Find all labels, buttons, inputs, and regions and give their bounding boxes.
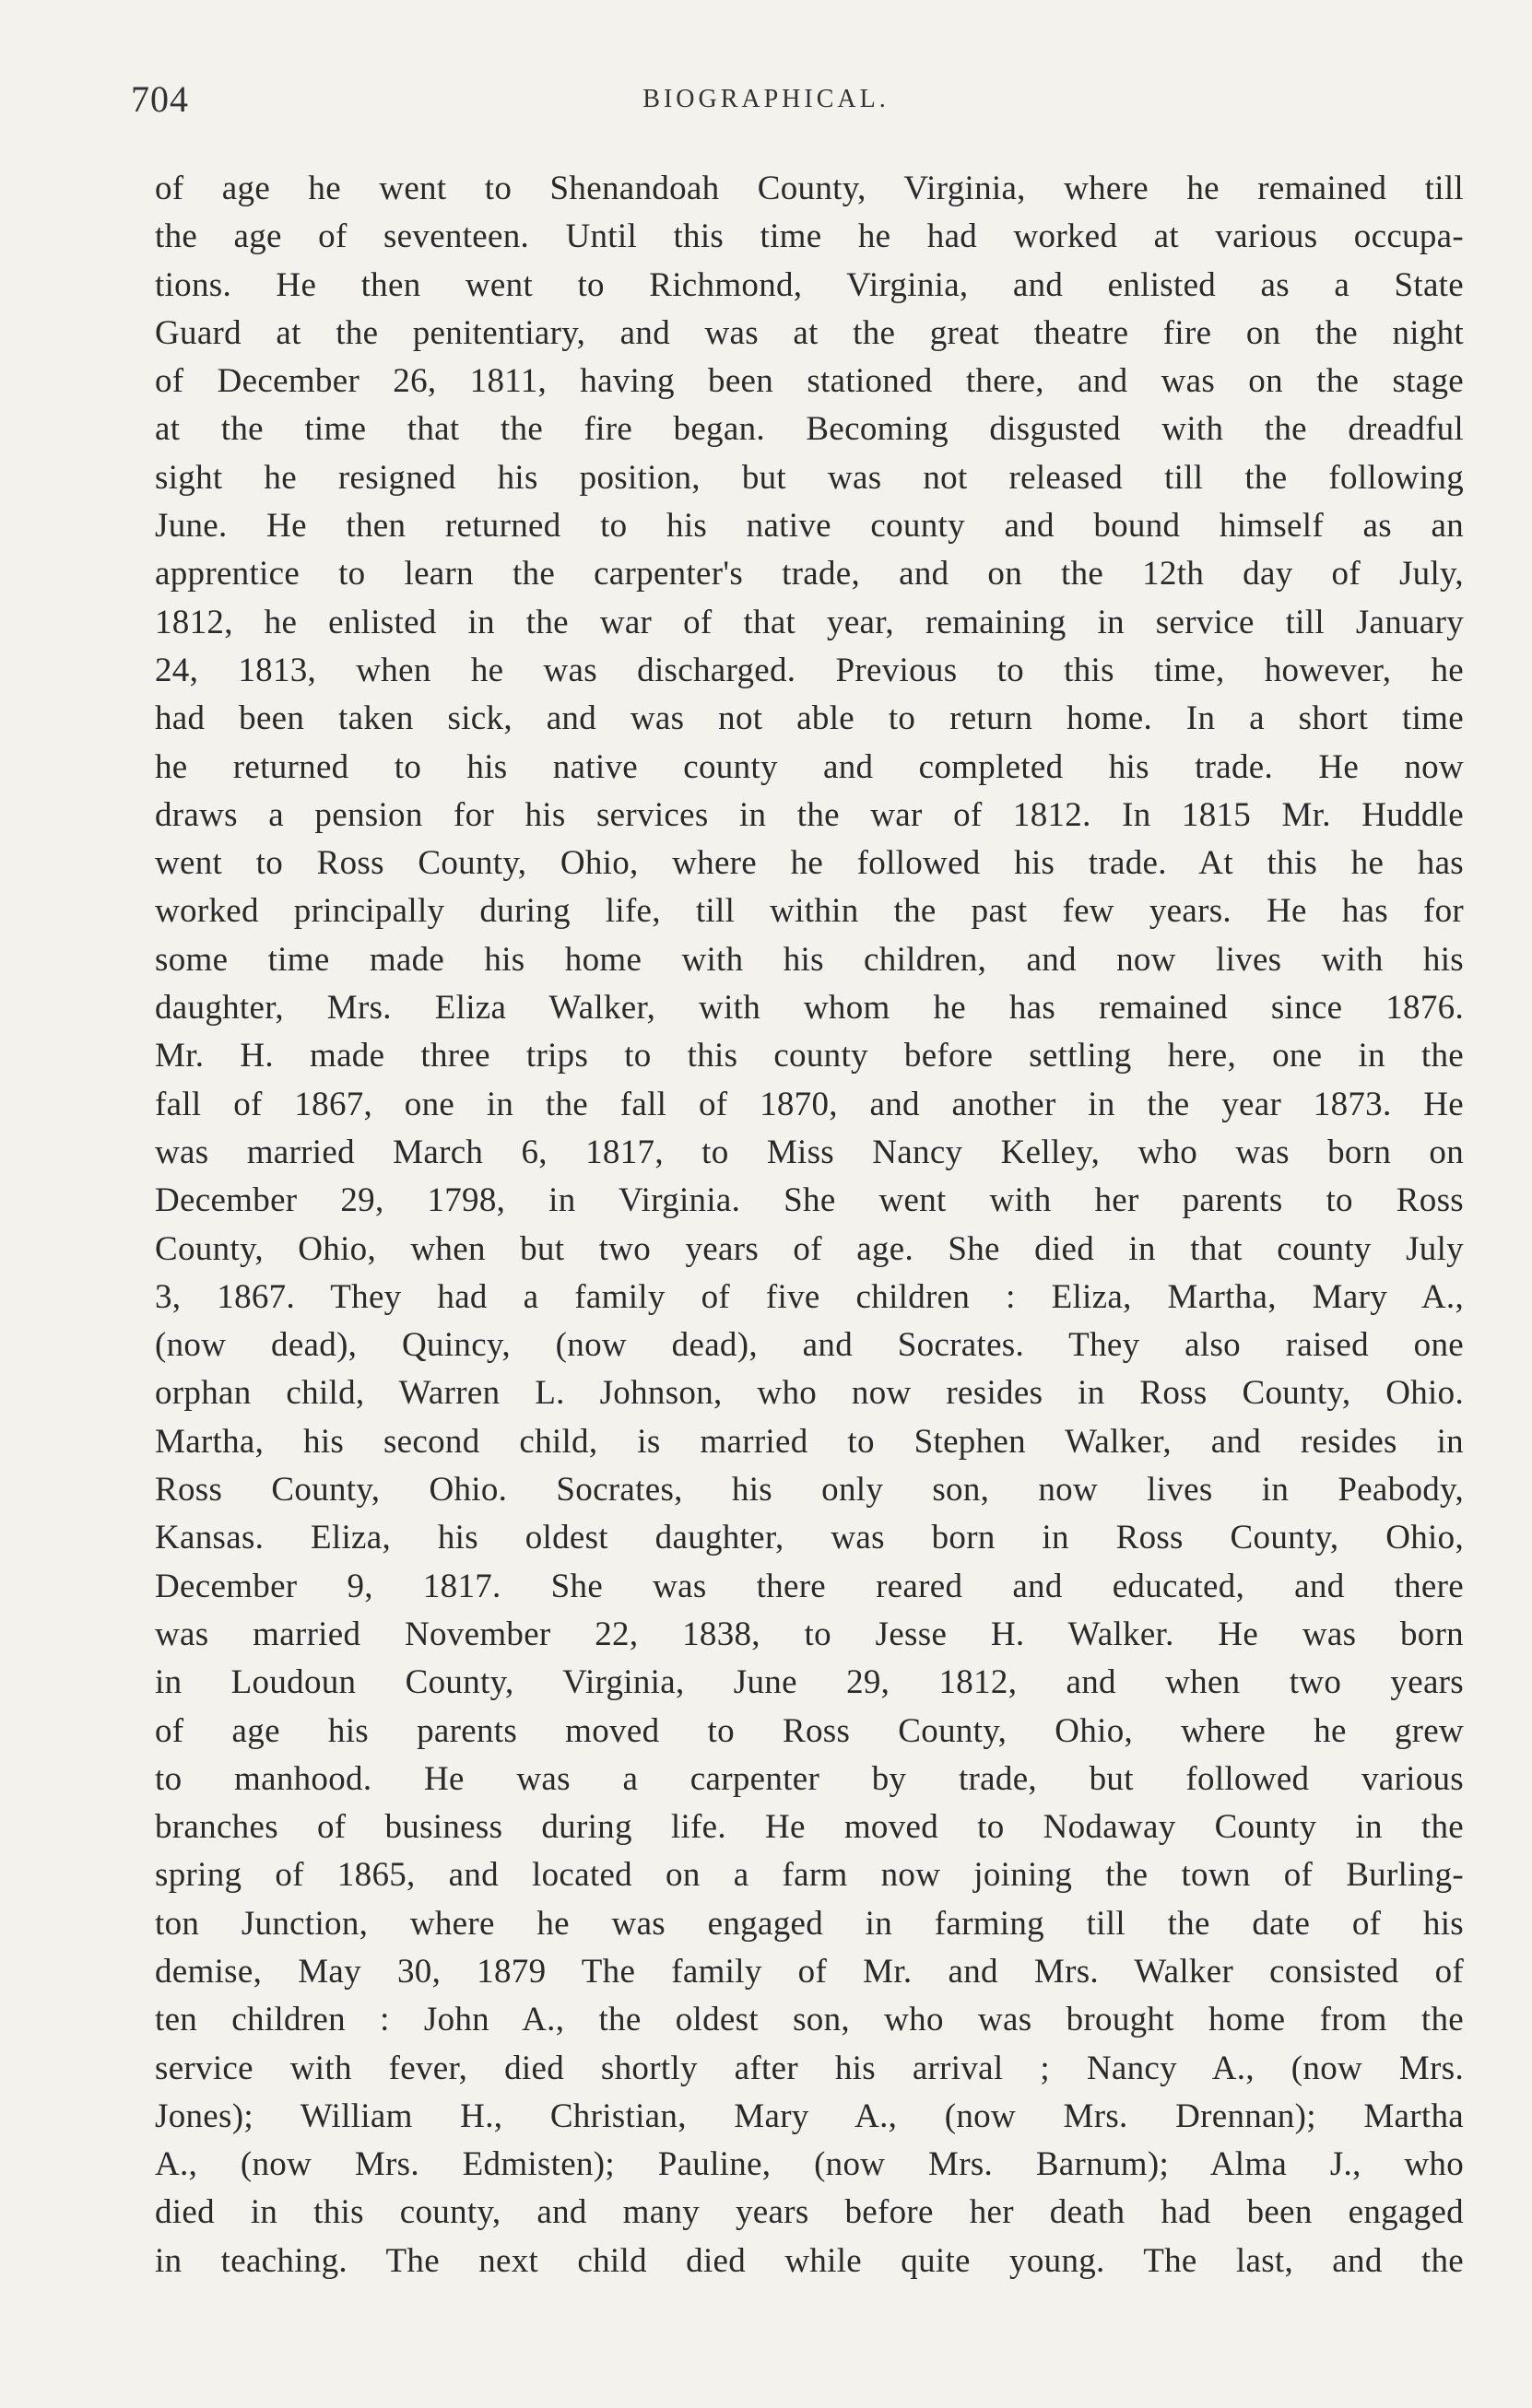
body-text (155, 165, 1464, 2285)
text-line: died in this county, and many years before her death had been engaged (155, 2193, 1464, 2232)
text-line: in teaching. The next child died while quite young. The last, and the (155, 2241, 1464, 2280)
text-line: (now dead), Quincy, (now dead), and Socrates. They also raised one (155, 1326, 1464, 1365)
text-line: 1812, he enlisted in the war of that year, remaining in service till January (155, 603, 1464, 641)
text-line: had been taken sick, and was not able to return home. In a short time (155, 699, 1464, 738)
text-line: of age his parents moved to Ross County, Ohio, where he grew (155, 1711, 1464, 1750)
text-line: demise, May 30, 1879 The family of Mr. and Mrs. Walker consisted of (155, 1952, 1464, 1991)
text-line: some time made his home with his children, and now lives with his (155, 940, 1464, 979)
text-line: daughter, Mrs. Eliza Walker, with whom he has remained since 1876. (155, 989, 1464, 1028)
text-line: worked principally during life, till within the past few years. He has for (155, 892, 1464, 931)
text-line: ton Junction, where he was engaged in farming till the date of his (155, 1904, 1464, 1943)
text-line: tions. He then went to Richmond, Virginia, and enlisted as a State (155, 265, 1464, 304)
text-line: December 29, 1798, in Virginia. She went with her parents to Ross (155, 1181, 1464, 1220)
text-line: Mr. H. made three trips to this county before settling here, one in the (155, 1037, 1464, 1075)
text-line: fall of 1867, one in the fall of 1870, and another in the year 1873. He (155, 1085, 1464, 1123)
text-line: 24, 1813, when he was discharged. Previous to this time, however, he (155, 651, 1464, 689)
text-line: December 9, 1817. She was there reared and educated, and there (155, 1567, 1464, 1605)
text-line: Martha, his second child, is married to Stephen Walker, and resides in (155, 1422, 1464, 1461)
text-line: A., (now Mrs. Edmisten); Pauline, (now Mrs. Barnum); Alma J., who (155, 2145, 1464, 2184)
text-line: branches of business during life. He moved to Nodaway County in the (155, 1808, 1464, 1847)
text-line: at the time that the fire began. Becoming disgusted with the dreadful (155, 410, 1464, 449)
text-line: June. He then returned to his native county and bound himself as an (155, 507, 1464, 546)
running-head: BIOGRAPHICAL. (642, 85, 890, 113)
text-line: spring of 1865, and located on a farm now joining the town of Burling- (155, 1856, 1464, 1895)
text-line: was married November 22, 1838, to Jesse H. Walker. He was born (155, 1615, 1464, 1653)
text-line: ten children : John A., the oldest son, who was brought home from the (155, 2001, 1464, 2039)
text-line: in Loudoun County, Virginia, June 29, 1812, and when two years (155, 1663, 1464, 1702)
text-line: orphan child, Warren L. Johnson, who now resides in Ross County, Ohio. (155, 1374, 1464, 1413)
text-line: was married March 6, 1817, to Miss Nancy Kelley, who was born on (155, 1133, 1464, 1171)
text-line: County, Ohio, when but two years of age. She died in that county July (155, 1229, 1464, 1268)
text-line: the age of seventeen. Until this time he had worked at various occupa- (155, 217, 1464, 256)
page-number: 704 (131, 78, 189, 120)
text-line: Jones); William H., Christian, Mary A., (now Mrs. Drennan); Martha (155, 2097, 1464, 2135)
text-line: 3, 1867. They had a family of five children : Eliza, Martha, Mary A., (155, 1277, 1464, 1316)
text-line: apprentice to learn the carpenter's trade, and on the 12th day of July, (155, 555, 1464, 593)
text-line: sight he resigned his position, but was not released till the following (155, 458, 1464, 497)
text-line: service with fever, died shortly after his arrival ; Nancy A., (now Mrs. (155, 2049, 1464, 2087)
text-line: Ross County, Ohio. Socrates, his only son, now lives in Peabody, (155, 1471, 1464, 1509)
text-line: of December 26, 1811, having been stationed there, and was on the stage (155, 362, 1464, 401)
text-line: Guard at the penitentiary, and was at the great theatre fire on the night (155, 313, 1464, 352)
text-line: he returned to his native county and completed his trade. He now (155, 747, 1464, 786)
text-line: of age he went to Shenandoah County, Virginia, where he remained till (155, 170, 1464, 207)
text-line: to manhood. He was a carpenter by trade, but followed various (155, 1759, 1464, 1798)
text-line: draws a pension for his services in the war of 1812. In 1815 Mr. Huddle (155, 795, 1464, 834)
text-line: Kansas. Eliza, his oldest daughter, was born in Ross County, Ohio, (155, 1519, 1464, 1557)
text-line: went to Ross County, Ohio, where he followed his trade. At this he has (155, 844, 1464, 883)
